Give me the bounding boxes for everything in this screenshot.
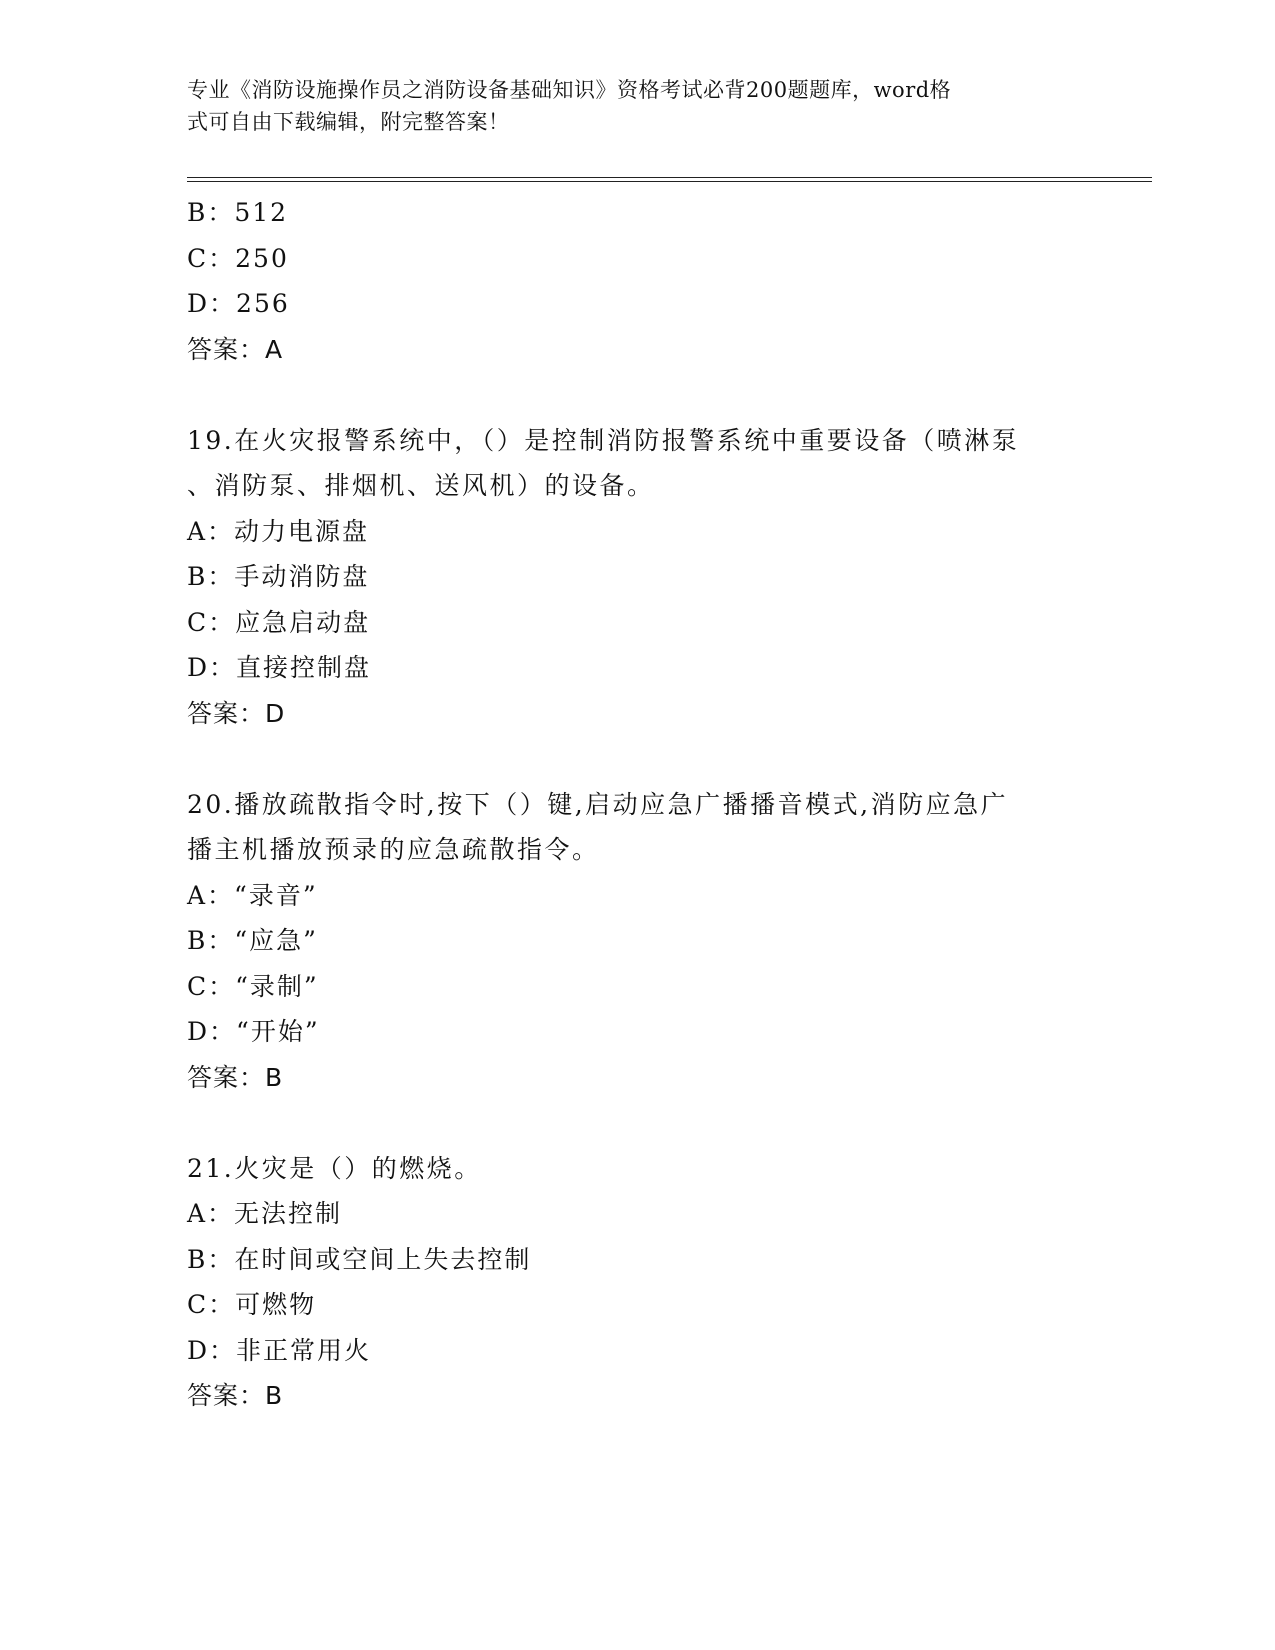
option-b: B：512 (187, 198, 289, 227)
option-d: D：直接控制盘 (187, 653, 372, 682)
question-21 (187, 1146, 1087, 1419)
option-a: A：无法控制 (187, 1199, 343, 1228)
option-d: D：非正常用火 (187, 1335, 372, 1365)
answer: 答案：B (187, 1381, 284, 1410)
question-stem: 、消防泵、排烟机、送风机）的设备。 (187, 471, 655, 500)
spacer (187, 1100, 1087, 1146)
option-d: D：“开始” (187, 1017, 320, 1046)
question-stem: 21.火灾是（）的燃烧。 (187, 1153, 482, 1183)
question-stem: 19.在火灾报警系统中，（）是控制消防报警系统中重要设备（喷淋泵 (187, 425, 1020, 455)
header-line-2: 式可自由下载编辑，附完整答案！ (187, 110, 510, 134)
question-stem: 播主机播放预录的应急疏散指令。 (187, 835, 600, 864)
question-18-continued (187, 190, 1087, 372)
option-c: C：250 (187, 243, 289, 273)
question-20 (187, 782, 1087, 1101)
option-b: B：“应急” (187, 926, 318, 955)
question-19 (187, 418, 1087, 737)
option-b: B：在时间或空间上失去控制 (187, 1244, 532, 1274)
answer: 答案：A (187, 334, 284, 364)
option-a: A：“录音” (187, 880, 318, 910)
spacer (187, 736, 1087, 782)
answer: 答案：B (187, 1062, 284, 1092)
option-d: D：256 (187, 289, 290, 318)
question-stem: 20.播放疏散指令时,按下（）键,启动应急广播播音模式,消防应急广 (187, 789, 1009, 819)
header-divider (187, 177, 1152, 182)
option-b: B：手动消防盘 (187, 562, 370, 591)
question-list (187, 190, 1087, 1419)
option-c: C：应急启动盘 (187, 607, 371, 637)
option-c: C：可燃物 (187, 1290, 317, 1319)
document-header (187, 74, 1067, 138)
option-c: C：“录制” (187, 971, 319, 1001)
option-a: A：动力电源盘 (187, 516, 370, 546)
spacer (187, 372, 1087, 418)
header-line-1: 专业《消防设施操作员之消防设备基础知识》资格考试必背200题题库，word格 (187, 78, 952, 102)
answer: 答案：D (187, 698, 286, 728)
